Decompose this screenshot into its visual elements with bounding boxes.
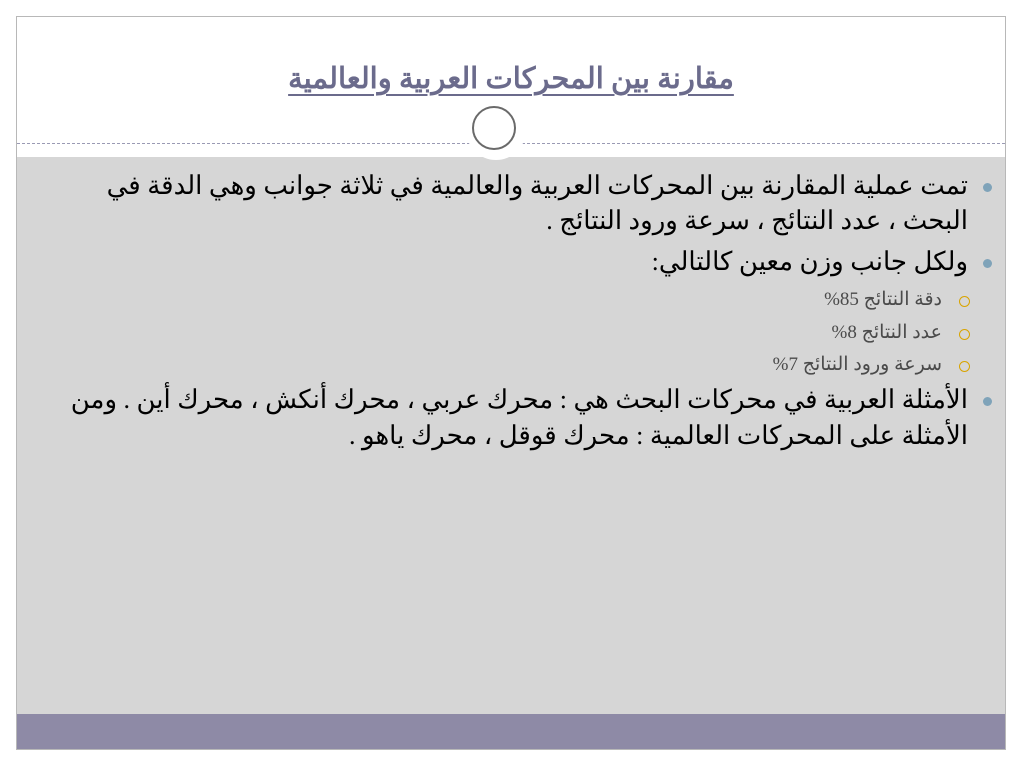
sub-item-accuracy <box>40 285 994 315</box>
bullet-list <box>40 168 994 453</box>
sub-item-text: سرعة ورود النتائج 7% <box>772 354 942 376</box>
sub-item-text: دقة النتائج 85% <box>824 289 942 311</box>
bullet-dot-icon <box>983 259 992 268</box>
bullet-text: تمت عملية المقارنة بين المحركات العربية والعالمية في ثلاثة جوانب وهي الدقة في البحث ، عدد النتائج ، سرعة ورود النتائج . <box>106 171 968 236</box>
slide-title: مقارنة بين المحركات العربية والعالمية <box>288 63 734 95</box>
sub-item-speed <box>40 350 994 380</box>
bullet-dot-icon <box>983 397 992 406</box>
bullet-text: الأمثلة العربية في محركات البحث هي : محرك عربي ، محرك أنكش ، محرك أين . ومن الأمثلة على المحركات العالمية : محرك قوقل ، محرك ياهو . <box>70 385 968 450</box>
slide-content <box>40 168 994 459</box>
bullet-dot-icon <box>983 183 992 192</box>
bullet-item-weights <box>40 244 994 279</box>
bullet-item-examples <box>40 382 994 452</box>
ring-bullet-icon <box>959 361 970 372</box>
bullet-item-comparison <box>40 168 994 238</box>
footer-bar <box>17 714 1005 749</box>
sub-item-text: عدد النتائج 8% <box>831 321 942 343</box>
bullet-text: ولكل جانب وزن معين كالتالي: <box>651 247 968 277</box>
divider-circle-icon <box>472 106 516 150</box>
sub-list-container <box>40 285 994 380</box>
ring-bullet-icon <box>959 296 970 307</box>
ring-bullet-icon <box>959 329 970 340</box>
sub-bullet-list <box>40 285 994 380</box>
sub-item-count <box>40 318 994 348</box>
